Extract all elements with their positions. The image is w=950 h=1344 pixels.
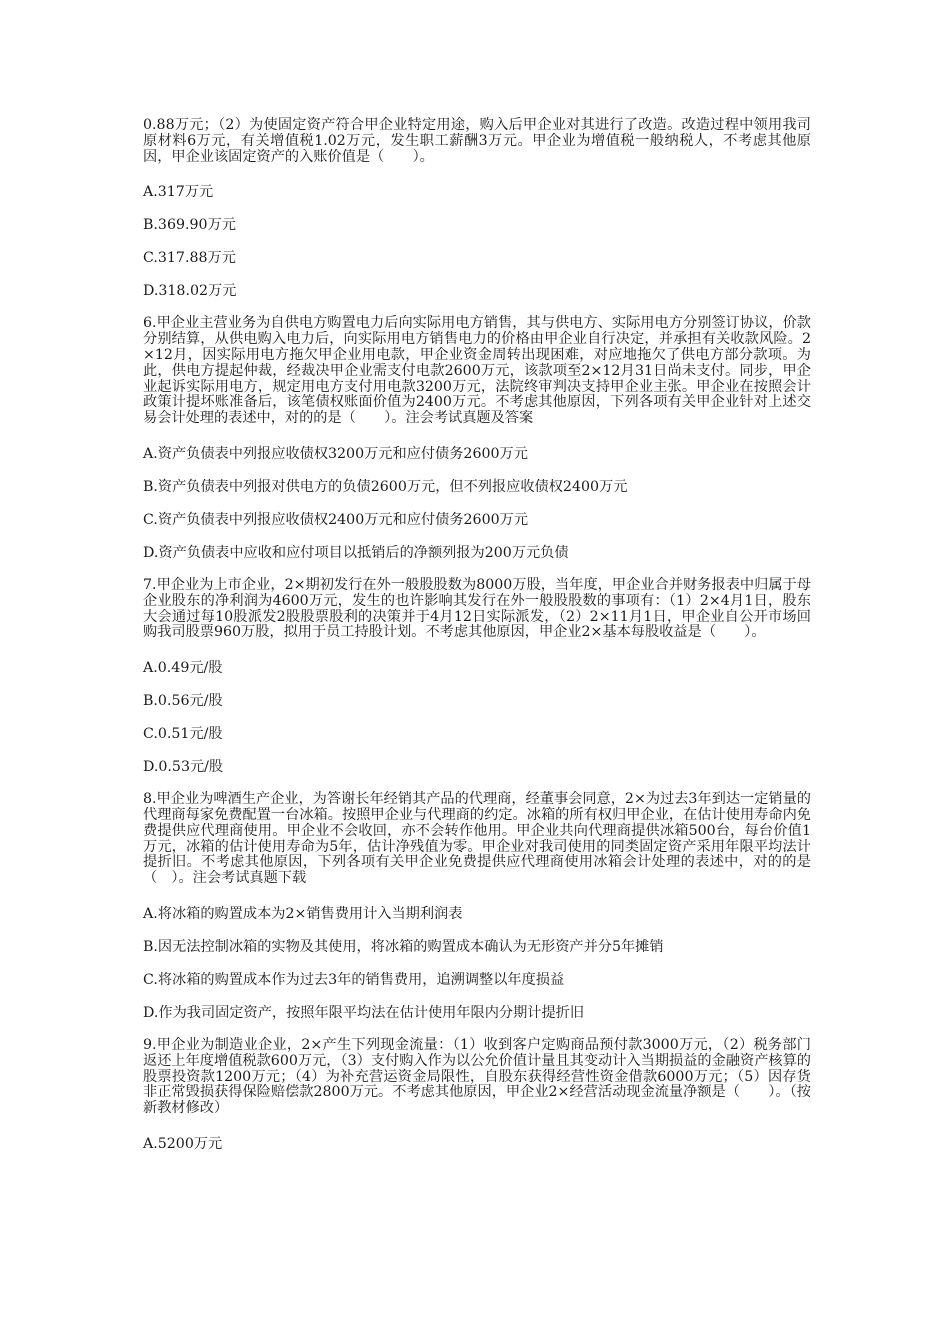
document-page [143,118,811,1169]
question-8-option-b: B.因无法控制冰箱的实物及其使用，将冰箱的购置成本确认为无形资产并分5年摊销 [143,938,664,955]
question-5-option-a: A.317万元 [143,184,214,201]
question-6-option-c: C.资产负债表中列报应收债权2400万元和应付债务2600万元 [143,511,529,528]
question-6-option-d: D.资产负债表中应收和应付项目以抵销后的净额列报为200万元负债 [143,544,569,561]
question-6-option-a: A.资产负债表中列报应收债权3200万元和应付债务2600万元 [143,445,528,462]
question-6-option-b: B.资产负债表中列报对供电方的负债2600万元，但不列报应收债权2400万元 [143,478,628,495]
question-6-stem: 6.甲企业主营业务为自供电方购置电力后向实际用电方销售，其与供电方、实际用电方分别签订协议，价款分别结算，从供电购入电力后，向实际用电方销售电力的价格由甲企业自行决定，并承担有关收款风险。2×12月，因实际用电方拖欠甲企业用电款，甲企业资金周转出现困难，对应地拖欠了供电方部分款项。为此，供电方提起仲裁，经裁决甲企业需支付电款2600万元，该款项至2×12月31日尚未支付。同步，甲企业起诉实际用电方，规定用电方支付用电款3200万元，法院终审判决支持甲企业主张。甲企业在按照会计政策计提坏账准备后，该笔债权账面价值为2400万元。不考虑其他原因，下列各项有关甲企业针对上述交易会计处理的表述中，对的的是（ ）。注会考试真题及答案 [143,315,811,427]
question-7-stem: 7.甲企业为上市企业，2×期初发行在外一般股股数为8000万股，当年度，甲企业合并财务报表中归属于母企业股东的净利润为4600万元，发生的也许影响其发行在外一般股股数的事项有：（1）2×4月1日，股东大会通过每10股派发2股股票股利的决策并于4月12日实际派发，（2）2×11月1日，甲企业自公开市场回购我司股票960万股，拟用于员工持股计划。不考虑其他原因，甲企业2×基本每股收益是（ ）。 [143,576,811,641]
question-9-option-a: A.5200万元 [143,1135,223,1152]
question-5-option-d: D.318.02万元 [143,283,237,300]
question-7-option-b: B.0.56元/股 [143,693,223,710]
question-8-option-d: D.作为我司固定资产，按照年限平均法在估计使用年限内分期计提折旧 [143,1004,585,1021]
question-8-option-a: A.将冰箱的购置成本为2×销售费用计入当期利润表 [143,905,463,922]
question-5-option-b: B.369.90万元 [143,217,236,234]
question-9-stem: 9.甲企业为制造业企业，2×产生下列现金流量：（1）收到客户定购商品预付款3000万元，（2）税务部门返还上年度增值税款600万元，（3）支付购入作为以公允价值计量且其变动计入当期损益的金融资产核算的股票投资款1200万元；（4）为补充营运资金局限性，自股东获得经营性资金借款6000万元；（5）因存货非正常毁损获得保险赔偿款2800万元。不考虑其他原因，甲企业2×经营活动现金流量净额是（ ）。（按新教材修改） [143,1036,811,1117]
question-7-option-d: D.0.53元/股 [143,759,224,776]
question-7-option-c: C.0.51元/股 [143,726,223,743]
question-8-stem: 8.甲企业为啤酒生产企业，为答谢长年经销其产品的代理商，经董事会同意，2×为过去3年到达一定销量的代理商每家免费配置一台冰箱。按照甲企业与代理商的约定。冰箱的所有权归甲企业，在估计使用寿命内免费提供应代理商使用。甲企业不会收回，亦不会转作他用。甲企业共向代理商提供冰箱500台，每台价值1万元，冰箱的估计使用寿命为5年，估计净残值为零。甲企业对我司使用的同类固定资产采用年限平均法计提折旧。不考虑其他原因，下列各项有关甲企业免费提供应代理商使用冰箱会计处理的表述中，对的的是（ ）。注会考试真题下载 [143,791,811,887]
question-5-option-c: C.317.88万元 [143,250,236,267]
question-7-option-a: A.0.49元/股 [143,660,223,677]
question-8-option-c: C.将冰箱的购置成本作为过去3年的销售费用，追溯调整以年度损益 [143,971,565,988]
question-5-stem: 0.88万元；（2）为使固定资产符合甲企业特定用途，购入后甲企业对其进行了改造。改造过程中领用我司原材料6万元，有关增值税1.02万元，发生职工薪酬3万元。甲企业为增值税一般纳税人，不考虑其他原因，甲企业该固定资产的入账价值是（ ）。 [143,117,811,165]
